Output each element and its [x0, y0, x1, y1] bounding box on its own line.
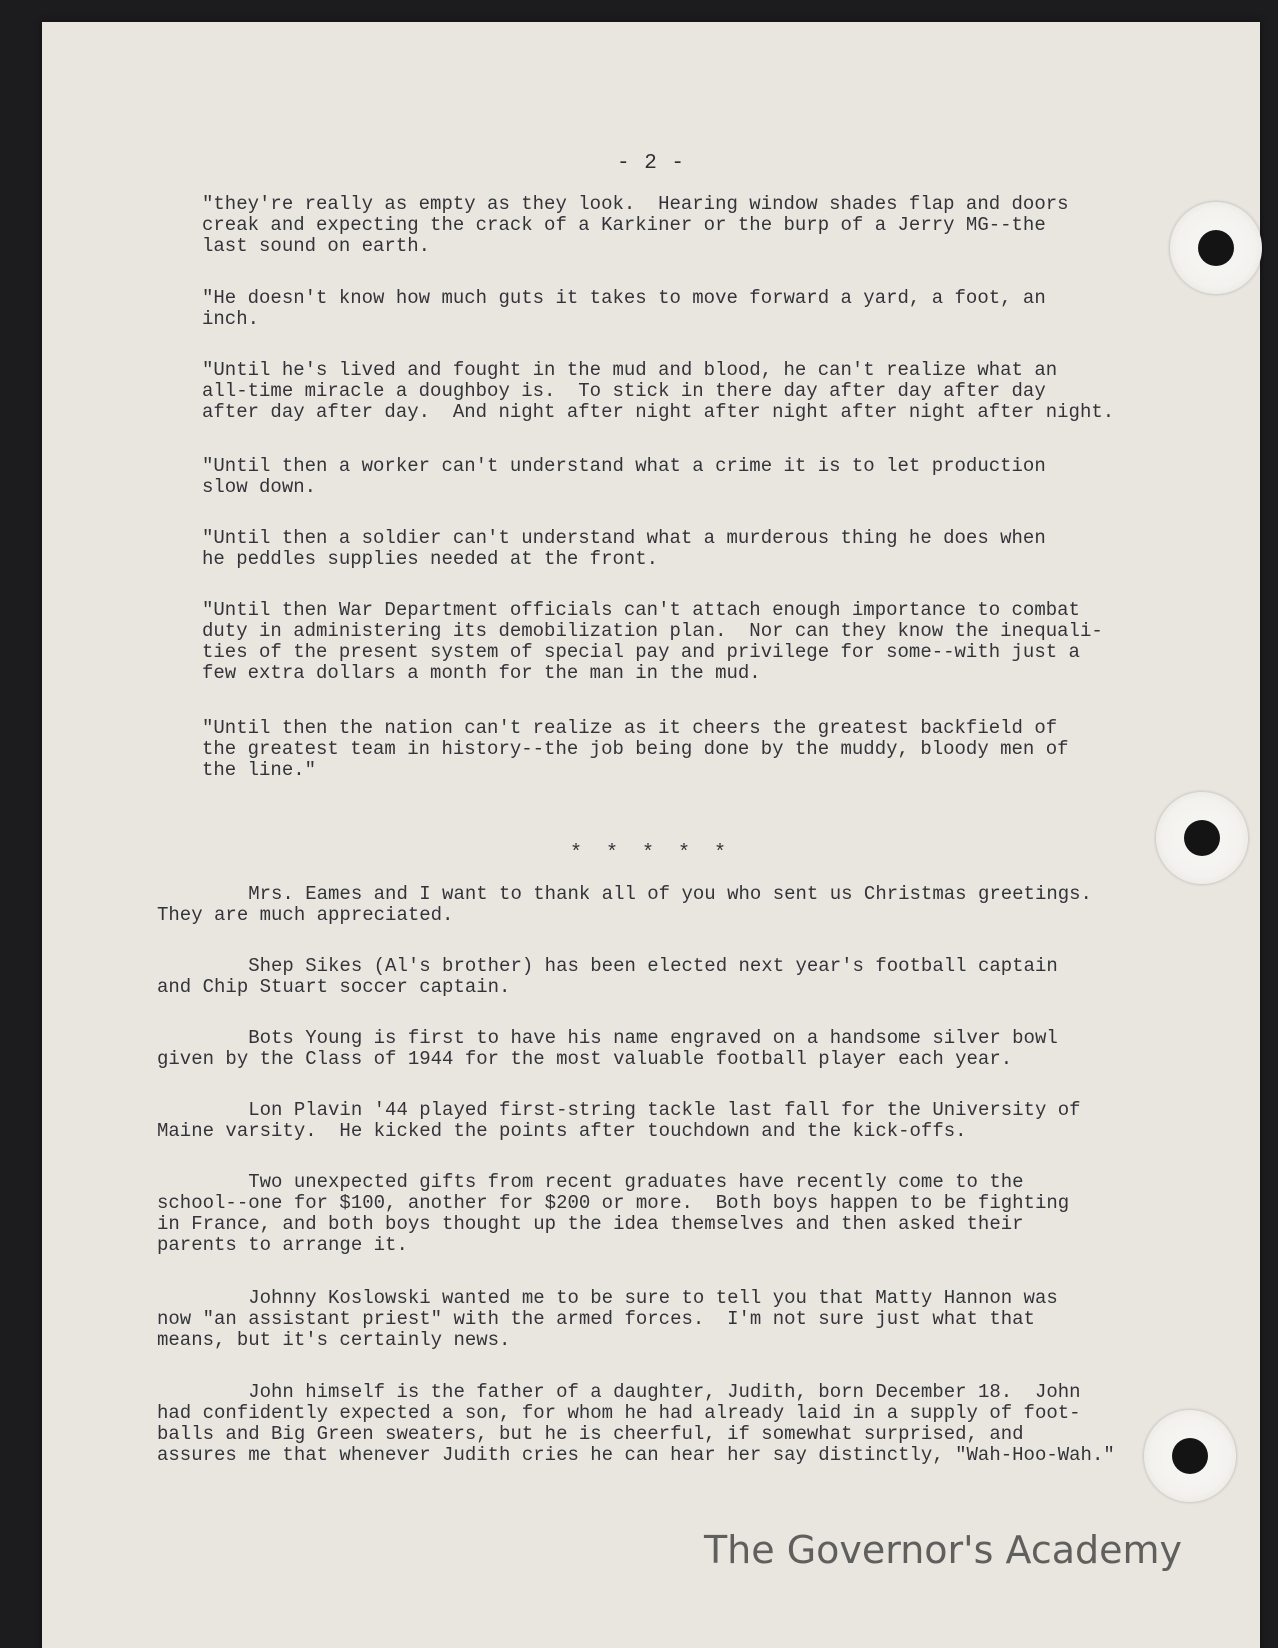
section-divider: * * * * *	[569, 842, 733, 865]
news-paragraph: Two unexpected gifts from recent graduates have recently come to the school--one for $100, another for $200 or more. Both boys happen to be fighting in France, and both boys thought up the idea themselves and then asked their parents to arrange it.	[157, 1171, 1070, 1256]
news-paragraph: Lon Plavin '44 played first-string tackle last fall for the University of Maine varsity. He kicked the points after touchdown and the kick-offs.	[157, 1099, 1081, 1142]
quote-paragraph: "Until then a worker can't understand what a crime it is to let production slow down.	[202, 455, 1046, 498]
quote-paragraph: "Until he's lived and fought in the mud and blood, he can't realize what an all-time miracle a doughboy is. To stick in there day after day after day after day after day. And night after night after night after night after night.	[202, 359, 1115, 423]
punch-hole	[1156, 792, 1248, 884]
document-page	[42, 22, 1260, 1648]
quote-paragraph: "He doesn't know how much guts it takes to move forward a yard, a foot, an inch.	[202, 287, 1046, 330]
news-paragraph: Shep Sikes (Al's brother) has been elected next year's football captain and Chip Stuart soccer captain.	[157, 955, 1058, 998]
punch-hole	[1170, 202, 1262, 294]
quote-paragraph: "they're really as empty as they look. Hearing window shades flap and doors creak and expecting the crack of a Karkiner or the burp of a Jerry MG--the last sound on earth.	[202, 193, 1069, 257]
news-paragraph: Mrs. Eames and I want to thank all of you who sent us Christmas greetings. They are much appreciated.	[157, 883, 1092, 926]
archive-watermark: The Governor's Academy	[703, 1528, 1182, 1572]
news-paragraph: Bots Young is first to have his name engraved on a handsome silver bowl given by the Class of 1944 for the most valuable football player each year.	[157, 1027, 1058, 1070]
page-number: - 2 -	[616, 152, 685, 175]
news-paragraph: John himself is the father of a daughter, Judith, born December 18. John had confidently expected a son, for whom he had already laid in a supply of foot- balls and Big Green sweaters, but he is cheerful, if somewhat surprised, and assures me that whenever Judith cries he can hear her say distinctly, "Wah-Hoo-Wah."	[157, 1381, 1115, 1466]
quote-paragraph: "Until then War Department officials can't attach enough importance to combat duty in administering its demobilization plan. Nor can they know the inequali- ties of the present system of special pay and privilege for some--with just a few extra dollars a month for the man in the mud.	[202, 599, 1103, 684]
quote-paragraph: "Until then the nation can't realize as it cheers the greatest backfield of the greatest team in history--the job being done by the muddy, bloody men of the line."	[202, 717, 1069, 781]
punch-hole	[1144, 1410, 1236, 1502]
quote-paragraph: "Until then a soldier can't understand what a murderous thing he does when he peddles supplies needed at the front.	[202, 527, 1046, 570]
news-paragraph: Johnny Koslowski wanted me to be sure to tell you that Matty Hannon was now "an assistant priest" with the armed forces. I'm not sure just what that means, but it's certainly news.	[157, 1287, 1058, 1351]
